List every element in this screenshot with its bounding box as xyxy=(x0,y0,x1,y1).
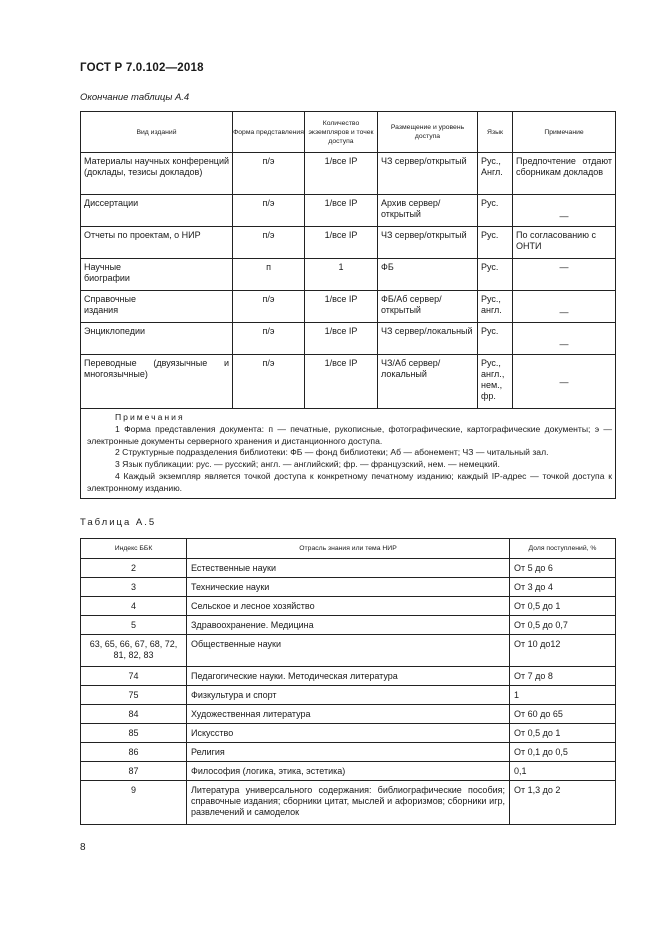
cell-form: п/э xyxy=(233,153,305,195)
cell-field: Философия (логика, этика, эстетика) xyxy=(187,762,510,781)
cell-share: От 7 до 8 xyxy=(510,667,616,686)
cell-index: 75 xyxy=(81,686,187,705)
cell-note: — xyxy=(513,323,616,355)
notes-cell xyxy=(81,409,616,499)
cell-form: п/э xyxy=(233,227,305,259)
cell-language: Рус. xyxy=(478,323,513,355)
cell-share: От 0,1 до 0,5 xyxy=(510,743,616,762)
col-header-placement: Размещение и уровень доступа xyxy=(378,112,478,153)
cell-form: п/э xyxy=(233,291,305,323)
table-row xyxy=(81,762,616,781)
cell-field: Здравоохранение. Медицина xyxy=(187,616,510,635)
cell-count: 1/все IP xyxy=(305,323,378,355)
cell-field: Педагогические науки. Методическая литература xyxy=(187,667,510,686)
cell-share: От 60 до 65 xyxy=(510,705,616,724)
cell-form: п/э xyxy=(233,195,305,227)
table-row xyxy=(81,153,616,195)
table-row xyxy=(81,667,616,686)
cell-index: 63, 65, 66, 67, 68, 72, 81, 82, 83 xyxy=(81,635,187,667)
notes-title: Примечания xyxy=(115,412,185,422)
cell-language: Рус., Англ. xyxy=(478,153,513,195)
table-row xyxy=(81,724,616,743)
table-row xyxy=(81,259,616,291)
cell-index: 74 xyxy=(81,667,187,686)
table-row xyxy=(81,227,616,259)
table-row xyxy=(81,743,616,762)
col-header-note: Примечание xyxy=(513,112,616,153)
table-row xyxy=(81,616,616,635)
cell-share: 1 xyxy=(510,686,616,705)
cell-form: п/э xyxy=(233,355,305,409)
cell-field: Литература универсального содержания: библиографические пособия; справочные издания; сборники цитат, мыслей и афоризмов; сборники игр, развлечений и самоделок xyxy=(187,781,510,825)
page-number: 8 xyxy=(80,842,86,853)
table-row xyxy=(81,597,616,616)
cell-note: По согласованию с ОНТИ xyxy=(513,227,616,259)
table-row xyxy=(81,578,616,597)
table-row xyxy=(81,686,616,705)
cell-note: — xyxy=(513,195,616,227)
col-header-form: Форма представления xyxy=(233,112,305,153)
cell-note: — xyxy=(513,259,616,291)
note-4: 4 Каждый экземпляр является точкой доступа к конкретному печатному изданию; каждый IP-адрес — точкой доступа к электронному изданию. xyxy=(87,470,612,493)
table-row xyxy=(81,559,616,578)
cell-index: 84 xyxy=(81,705,187,724)
cell-placement: ЧЗ сервер/локальный xyxy=(378,323,478,355)
cell-index: 5 xyxy=(81,616,187,635)
col-header-language: Язык xyxy=(478,112,513,153)
cell-kind: Отчеты по проектам, о НИР xyxy=(81,227,233,259)
cell-placement: ФБ xyxy=(378,259,478,291)
cell-form: п xyxy=(233,259,305,291)
table-a4-header-row xyxy=(81,112,616,153)
cell-index: 3 xyxy=(81,578,187,597)
cell-kind: Справочные издания xyxy=(81,291,233,323)
cell-placement: ЧЗ/Аб сервер/локальный xyxy=(378,355,478,409)
cell-kind: Энциклопедии xyxy=(81,323,233,355)
cell-index: 9 xyxy=(81,781,187,825)
note-3: 3 Язык публикации: рус. — русский; англ. — английский; фр. — французский, нем. — немецкий. xyxy=(115,459,500,470)
table-row xyxy=(81,355,616,409)
table-row xyxy=(81,323,616,355)
cell-field: Искусство xyxy=(187,724,510,743)
cell-placement: ФБ/Аб сервер/открытый xyxy=(378,291,478,323)
cell-share: 0,1 xyxy=(510,762,616,781)
table-row xyxy=(81,195,616,227)
cell-index: 4 xyxy=(81,597,187,616)
cell-field: Религия xyxy=(187,743,510,762)
cell-note: — xyxy=(513,355,616,409)
cell-field: Сельское и лесное хозяйство xyxy=(187,597,510,616)
cell-language: Рус., англ., нем., фр. xyxy=(478,355,513,409)
cell-kind: Переводные (двуязычные и многоязычные) xyxy=(81,355,233,409)
cell-count: 1/все IP xyxy=(305,227,378,259)
cell-count: 1/все IP xyxy=(305,291,378,323)
cell-field: Художественная литература xyxy=(187,705,510,724)
table-row xyxy=(81,705,616,724)
cell-field: Общественные науки xyxy=(187,635,510,667)
col-header-kind: Вид изданий xyxy=(81,112,233,153)
table-a4 xyxy=(80,111,616,499)
cell-share: От 0,5 до 1 xyxy=(510,597,616,616)
cell-share: От 10 до12 xyxy=(510,635,616,667)
cell-language: Рус. xyxy=(478,195,513,227)
cell-count: 1/все IP xyxy=(305,153,378,195)
notes-row xyxy=(81,409,616,499)
cell-share: От 0,5 до 0,7 xyxy=(510,616,616,635)
cell-kind: Научные биографии xyxy=(81,259,233,291)
document-code-header: ГОСТ Р 7.0.102—2018 xyxy=(80,62,204,74)
col-header-count: Количество экземпляров и точек доступа xyxy=(305,112,378,153)
cell-language: Рус. xyxy=(478,227,513,259)
cell-count: 1/все IP xyxy=(305,355,378,409)
cell-index: 86 xyxy=(81,743,187,762)
cell-placement: Архив сервер/открытый xyxy=(378,195,478,227)
cell-form: п/э xyxy=(233,323,305,355)
cell-share: От 5 до 6 xyxy=(510,559,616,578)
table-row xyxy=(81,291,616,323)
cell-field: Физкультура и спорт xyxy=(187,686,510,705)
cell-share: От 3 до 4 xyxy=(510,578,616,597)
cell-index: 87 xyxy=(81,762,187,781)
cell-placement: ЧЗ сервер/открытый xyxy=(378,153,478,195)
col-header-share: Доля поступлений, % xyxy=(510,539,616,559)
table-row xyxy=(81,781,616,825)
cell-count: 1 xyxy=(305,259,378,291)
cell-language: Рус., англ. xyxy=(478,291,513,323)
cell-field: Технические науки xyxy=(187,578,510,597)
cell-index: 85 xyxy=(81,724,187,743)
cell-note: Предпочтение отдают сборникам докладов xyxy=(513,153,616,195)
note-2: 2 Структурные подразделения библиотеки: ФБ — фонд библиотеки; Аб — абонемент; ЧЗ — читальный зал. xyxy=(115,447,549,458)
note-1: 1 Форма представления документа: п — печатные, рукописные, фотографические, картографические документы; э — электронные документы серверного хранения и дистанционного доступа. xyxy=(87,423,612,446)
table-a5-header-row xyxy=(81,539,616,559)
cell-share: От 0,5 до 1 xyxy=(510,724,616,743)
cell-kind: Диссертации xyxy=(81,195,233,227)
cell-kind: Материалы научных конференций (доклады, тезисы докладов) xyxy=(81,153,233,195)
table-row xyxy=(81,635,616,667)
col-header-bbk-index: Индекс ББК xyxy=(81,539,187,559)
cell-index: 2 xyxy=(81,559,187,578)
cell-note: — xyxy=(513,291,616,323)
cell-count: 1/все IP xyxy=(305,195,378,227)
table-a4-caption: Окончание таблицы А.4 xyxy=(80,92,190,103)
cell-placement: ЧЗ сервер/открытый xyxy=(378,227,478,259)
table-a5-caption: Таблица А.5 xyxy=(80,517,157,528)
col-header-field: Отрасль знания или тема НИР xyxy=(187,539,510,559)
cell-share: От 1,3 до 2 xyxy=(510,781,616,825)
cell-language: Рус. xyxy=(478,259,513,291)
table-a5 xyxy=(80,538,616,825)
cell-field: Естественные науки xyxy=(187,559,510,578)
